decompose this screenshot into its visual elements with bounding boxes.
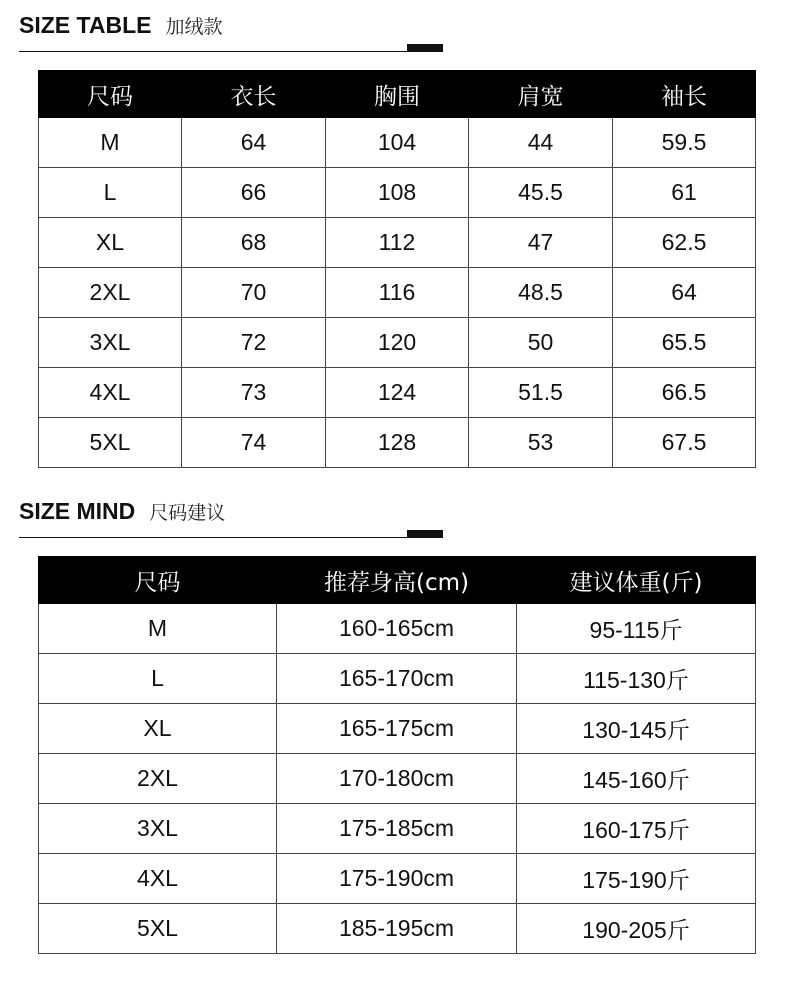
size-mind-heading	[19, 498, 225, 525]
size-table-title: SIZE TABLE	[19, 12, 152, 38]
size-table-row	[39, 118, 756, 168]
size-mind-cell: 5XL	[39, 904, 277, 954]
size-table-cell: 48.5	[469, 268, 613, 318]
size-table-cell: 74	[182, 418, 326, 468]
size-mind-row	[39, 854, 756, 904]
size-table-cell: 128	[326, 418, 469, 468]
size-table-cell: 116	[326, 268, 469, 318]
size-mind-cell: 175-190cm	[277, 854, 517, 904]
size-table-cell: 2XL	[39, 268, 182, 318]
size-table-cell: 51.5	[469, 368, 613, 418]
size-table-header-cell: 衣长	[182, 71, 326, 118]
size-mind-underline	[19, 537, 443, 538]
size-table-cell: 4XL	[39, 368, 182, 418]
size-mind-cell: L	[39, 654, 277, 704]
size-mind-underline-mark	[407, 530, 443, 538]
size-table-cell: 44	[469, 118, 613, 168]
size-table-row	[39, 218, 756, 268]
size-mind-cell: 95-115斤	[517, 604, 756, 654]
size-mind-cell: 160-165cm	[277, 604, 517, 654]
size-mind-header-row	[39, 557, 756, 604]
size-table-cell: 64	[182, 118, 326, 168]
size-table-cell: 61	[613, 168, 756, 218]
size-table-cell: 45.5	[469, 168, 613, 218]
size-table-row	[39, 418, 756, 468]
size-table-cell: 66.5	[613, 368, 756, 418]
size-mind-cell: XL	[39, 704, 277, 754]
size-mind-cell: M	[39, 604, 277, 654]
size-mind-subtitle: 尺码建议	[149, 502, 226, 524]
size-table-row	[39, 318, 756, 368]
size-mind-cell: 160-175斤	[517, 804, 756, 854]
size-table-cell: 47	[469, 218, 613, 268]
size-table-heading	[19, 12, 222, 39]
size-table-cell: L	[39, 168, 182, 218]
size-mind-cell: 185-195cm	[277, 904, 517, 954]
size-mind-row	[39, 704, 756, 754]
size-table-header-row	[39, 71, 756, 118]
size-table-row	[39, 368, 756, 418]
size-table-cell: 108	[326, 168, 469, 218]
size-table-cell: 5XL	[39, 418, 182, 468]
size-table	[38, 70, 756, 468]
size-mind-row	[39, 654, 756, 704]
size-mind-cell: 4XL	[39, 854, 277, 904]
size-table-cell: 67.5	[613, 418, 756, 468]
size-table-header-cell: 袖长	[613, 71, 756, 118]
size-mind-row	[39, 804, 756, 854]
size-mind-row	[39, 904, 756, 954]
size-mind-header-cell: 尺码	[39, 557, 277, 604]
size-mind-cell: 145-160斤	[517, 754, 756, 804]
size-mind-row	[39, 604, 756, 654]
size-table-cell: 120	[326, 318, 469, 368]
size-table-cell: 66	[182, 168, 326, 218]
size-mind-title: SIZE MIND	[19, 498, 136, 524]
size-table-row	[39, 168, 756, 218]
size-table-underline-mark	[407, 44, 443, 52]
size-mind-cell: 3XL	[39, 804, 277, 854]
size-table-cell: 68	[182, 218, 326, 268]
size-table-cell: 62.5	[613, 218, 756, 268]
size-table-cell: 124	[326, 368, 469, 418]
size-table-cell: 73	[182, 368, 326, 418]
size-table-cell: 65.5	[613, 318, 756, 368]
size-mind-cell: 2XL	[39, 754, 277, 804]
size-table-cell: M	[39, 118, 182, 168]
size-table-cell: 112	[326, 218, 469, 268]
size-mind-cell: 190-205斤	[517, 904, 756, 954]
size-table-cell: 72	[182, 318, 326, 368]
size-table-cell: 104	[326, 118, 469, 168]
size-mind-row	[39, 754, 756, 804]
size-mind-cell: 175-190斤	[517, 854, 756, 904]
size-table-cell: 64	[613, 268, 756, 318]
size-mind-table	[38, 556, 756, 954]
size-table-cell: 53	[469, 418, 613, 468]
size-table-cell: 70	[182, 268, 326, 318]
size-table-subtitle: 加绒款	[165, 16, 223, 38]
size-table-row	[39, 268, 756, 318]
size-mind-header-cell: 推荐身高(cm)	[277, 557, 517, 604]
size-mind-cell: 115-130斤	[517, 654, 756, 704]
size-table-cell: 3XL	[39, 318, 182, 368]
size-mind-cell: 130-145斤	[517, 704, 756, 754]
size-table-header-cell: 胸围	[326, 71, 469, 118]
size-mind-cell: 175-185cm	[277, 804, 517, 854]
size-table-header-cell: 肩宽	[469, 71, 613, 118]
size-mind-cell: 170-180cm	[277, 754, 517, 804]
size-mind-cell: 165-170cm	[277, 654, 517, 704]
size-table-underline	[19, 51, 443, 52]
size-table-cell: 59.5	[613, 118, 756, 168]
size-table-header-cell: 尺码	[39, 71, 182, 118]
size-table-cell: XL	[39, 218, 182, 268]
size-mind-cell: 165-175cm	[277, 704, 517, 754]
size-table-cell: 50	[469, 318, 613, 368]
size-mind-header-cell: 建议体重(斤)	[517, 557, 756, 604]
